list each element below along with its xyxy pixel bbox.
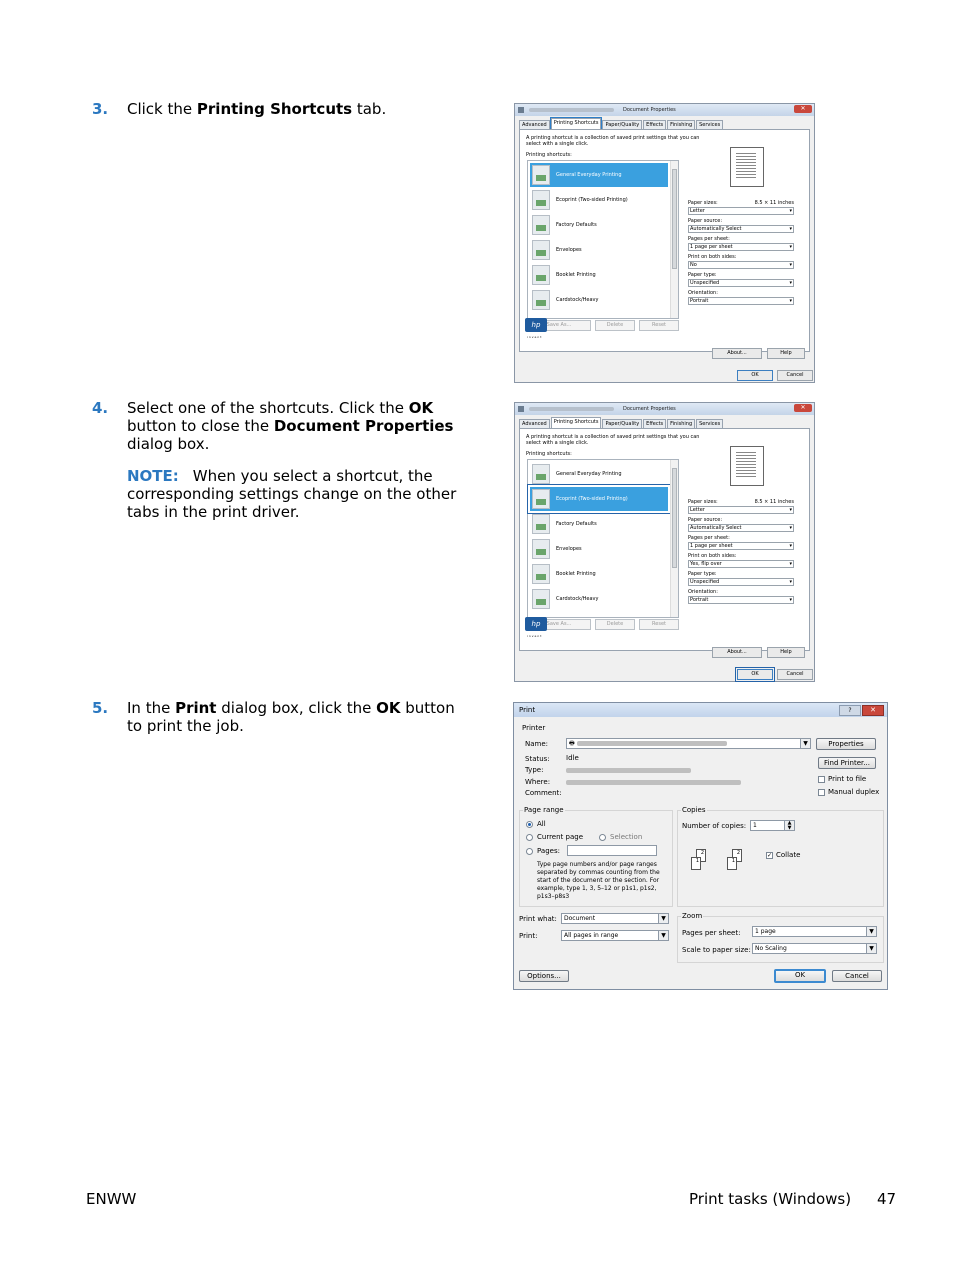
list-item[interactable]: Envelopes: [530, 238, 668, 262]
number-of-copies-input[interactable]: 1 ▲ ▼: [750, 820, 795, 831]
pages-per-sheet-select[interactable]: 1 page per sheet ▾: [688, 243, 794, 251]
page-preview: [730, 147, 764, 187]
setting-paper-size: Paper sizes: 8.5 × 11 inches Letter ▾: [688, 200, 794, 215]
type-label: Type:: [525, 766, 544, 774]
shortcuts-label: Printing shortcuts:: [526, 451, 572, 457]
list-item[interactable]: Factory Defaults: [530, 512, 668, 536]
redacted-printer-name: [577, 741, 727, 746]
reset-button[interactable]: Reset: [639, 619, 679, 630]
shortcut-description: A printing shortcut is a collection of saved print settings that you can select with a single click.: [526, 434, 700, 446]
title-bar: [515, 104, 814, 116]
collate-label: Collate: [776, 851, 801, 859]
orientation-select[interactable]: Portrait ▾: [688, 596, 794, 604]
cancel-button[interactable]: Cancel: [832, 970, 882, 982]
list-item[interactable]: Cardstock/Heavy: [530, 587, 668, 611]
tab-effects[interactable]: Effects: [643, 419, 666, 428]
document-properties-dialog: [514, 402, 815, 682]
shortcut-description: A printing shortcut is a collection of saved print settings that you can select with a single click.: [526, 135, 700, 147]
shortcut-buttons: [527, 320, 683, 331]
tab-advanced[interactable]: Advanced: [519, 120, 550, 129]
booklet-icon: [532, 564, 550, 584]
status-value: Idle: [566, 754, 579, 762]
document-properties-dialog: [514, 103, 815, 383]
scale-select[interactable]: No Scaling ▼: [752, 943, 877, 954]
shortcut-icon: [532, 589, 550, 609]
save-as-button[interactable]: Save As...: [527, 320, 591, 331]
both-sides-select[interactable]: Yes, flip over ▾: [688, 560, 794, 568]
step-text: Select one of the shortcuts. Click the OK button to close the Document Properties dialog box.: [127, 399, 454, 453]
step-5: [92, 699, 462, 735]
step-4: [92, 399, 462, 521]
page-preview-duplex: [730, 446, 764, 486]
setting-both-sides: Print on both sides: Yes, flip over ▾: [688, 553, 794, 568]
pages-help-text: Type page numbers and/or page ranges separated by commas counting from the start of the document or the section. For example, type 1, 3, 5–12 or p1s1, p1s2, p1s3–p8s3: [537, 861, 660, 900]
shortcut-icon: [532, 190, 550, 210]
tab-strip: [519, 419, 724, 428]
close-icon[interactable]: ✕: [794, 105, 812, 113]
hp-tagline: invent: [527, 634, 543, 638]
pages-input[interactable]: [567, 845, 657, 856]
step-number: 4.: [92, 399, 109, 417]
step-number: 5.: [92, 699, 109, 717]
tab-paper-quality[interactable]: Paper/Quality: [602, 120, 642, 129]
setting-orientation: Orientation: Portrait ▾: [688, 589, 794, 604]
tab-finishing[interactable]: Finishing: [667, 419, 695, 428]
step-number: 3.: [92, 100, 109, 118]
envelope-icon: [532, 539, 550, 559]
save-as-button[interactable]: Save As...: [527, 619, 591, 630]
paper-size-select[interactable]: Letter ▾: [688, 506, 794, 514]
list-item[interactable]: Ecoprint (Two-sided Printing): [530, 188, 668, 212]
tab-services[interactable]: Services: [696, 120, 723, 129]
delete-button[interactable]: Delete: [595, 320, 635, 331]
list-scrollbar[interactable]: [670, 161, 678, 318]
printer-group-label: Printer: [522, 724, 546, 732]
title-bar: [514, 703, 887, 717]
pages-per-sheet-label: Pages per sheet:: [682, 929, 741, 937]
paper-source-select[interactable]: Automatically Select ▾: [688, 524, 794, 532]
step-text: In the Print dialog box, click the OK button to print the job.: [127, 699, 455, 735]
number-of-copies-label: Number of copies:: [682, 822, 747, 830]
dialog-title: Document Properties: [623, 107, 676, 113]
scale-label: Scale to paper size:: [682, 946, 751, 954]
settings-summary: [688, 200, 794, 308]
dialog-title: Document Properties: [623, 406, 676, 412]
page-range-label: Page range: [524, 806, 564, 814]
manual-duplex-checkbox[interactable]: [818, 789, 825, 796]
collate-page-icon: 2: [732, 849, 742, 862]
setting-both-sides: Print on both sides: No ▾: [688, 254, 794, 269]
setting-paper-size: Paper sizes: 8.5 × 11 inches Letter ▾: [688, 499, 794, 514]
setting-pages-per-sheet: Pages per sheet: 1 page per sheet ▾: [688, 535, 794, 550]
printer-name-select[interactable]: [566, 738, 811, 749]
scroll-thumb[interactable]: [672, 468, 677, 568]
footer-section: Print tasks (Windows): [689, 1190, 852, 1208]
shortcuts-label: Printing shortcuts:: [526, 152, 572, 158]
note-text: When you select a shortcut, the corresponding settings change on the other tabs in the print driver.: [127, 467, 457, 521]
shortcut-icon: [532, 215, 550, 235]
printer-icon: [518, 406, 524, 412]
copies-label: Copies: [682, 806, 706, 814]
hp-tagline: invent: [527, 335, 543, 339]
redacted-where: [566, 778, 741, 787]
zoom-group: [677, 916, 884, 963]
close-icon[interactable]: ✕: [862, 705, 884, 716]
print-select[interactable]: All pages in range ▼: [561, 930, 669, 941]
tab-services[interactable]: Services: [696, 419, 723, 428]
tab-strip: [519, 120, 724, 129]
close-icon[interactable]: ✕: [794, 404, 812, 412]
cancel-button[interactable]: Cancel: [777, 669, 813, 680]
both-sides-select[interactable]: No ▾: [688, 261, 794, 269]
tab-effects[interactable]: Effects: [643, 120, 666, 129]
tab-printing-shortcuts[interactable]: Printing Shortcuts: [551, 417, 602, 429]
list-item[interactable]: Ecoprint (Two-sided Printing): [530, 487, 668, 511]
list-item[interactable]: Booklet Printing: [530, 562, 668, 586]
scroll-thumb[interactable]: [672, 169, 677, 269]
list-item[interactable]: Factory Defaults: [530, 213, 668, 237]
chevron-down-icon: ▼: [800, 738, 811, 749]
find-printer-button[interactable]: Find Printer...: [818, 757, 876, 769]
list-item[interactable]: Booklet Printing: [530, 263, 668, 287]
setting-paper-type: Paper type: Unspecified ▾: [688, 272, 794, 287]
printer-icon: 🖶: [569, 740, 575, 747]
shortcuts-panel: [519, 129, 810, 352]
printer-icon: [518, 107, 524, 113]
pages-label: Pages:: [537, 847, 560, 855]
shortcut-icon: [532, 489, 550, 509]
chevron-down-icon: ▼: [658, 930, 669, 941]
collate-page-icon: 2: [696, 849, 706, 862]
collate-page-icon: 1: [727, 857, 737, 870]
step-text: Click the Printing Shortcuts tab.: [127, 100, 387, 118]
all-label: All: [537, 820, 546, 828]
options-button[interactable]: Options...: [519, 970, 569, 982]
list-scrollbar[interactable]: [670, 460, 678, 617]
hp-logo: hp: [525, 617, 547, 631]
list-item[interactable]: General Everyday Printing: [530, 163, 668, 187]
selection-radio[interactable]: [599, 834, 606, 841]
paper-size-select[interactable]: Letter ▾: [688, 207, 794, 215]
help-button[interactable]: Help: [767, 647, 805, 658]
print-what-select[interactable]: Document ▼: [561, 913, 669, 924]
print-to-file-label: Print to file: [828, 775, 867, 783]
selection-label: Selection: [610, 833, 643, 841]
shortcut-icon: [532, 165, 550, 185]
setting-paper-source: Paper source: Automatically Select ▾: [688, 218, 794, 233]
chevron-down-icon: ▼: [866, 926, 877, 937]
tab-printing-shortcuts[interactable]: Printing Shortcuts: [551, 118, 602, 130]
note-label: NOTE:: [127, 467, 179, 485]
footer-left: ENWW: [86, 1190, 137, 1208]
all-radio[interactable]: [526, 821, 533, 828]
shortcut-list[interactable]: [527, 160, 679, 319]
settings-summary: [688, 499, 794, 607]
chevron-down-icon: ▼: [658, 913, 669, 924]
redacted-printer-name: [529, 407, 614, 411]
current-page-label: Current page: [537, 833, 583, 841]
envelope-icon: [532, 240, 550, 260]
paper-source-select[interactable]: Automatically Select ▾: [688, 225, 794, 233]
pages-radio[interactable]: [526, 848, 533, 855]
list-item[interactable]: Cardstock/Heavy: [530, 288, 668, 312]
help-icon[interactable]: ?: [839, 705, 861, 716]
tab-advanced[interactable]: Advanced: [519, 419, 550, 428]
tab-finishing[interactable]: Finishing: [667, 120, 695, 129]
shortcuts-panel: [519, 428, 810, 651]
paper-type-select[interactable]: Unspecified ▾: [688, 578, 794, 586]
spinner-icon[interactable]: ▲ ▼: [784, 820, 795, 831]
properties-button[interactable]: Properties: [816, 738, 876, 750]
manual-duplex-label: Manual duplex: [828, 788, 880, 796]
print-dialog: [513, 702, 888, 990]
booklet-icon: [532, 265, 550, 285]
collate-checkbox[interactable]: ✓: [767, 852, 773, 859]
shortcut-icon: [532, 514, 550, 534]
redacted-printer-name: [529, 108, 614, 112]
shortcut-list[interactable]: [527, 459, 679, 618]
shortcut-icon: [532, 464, 550, 484]
hp-logo: hp: [525, 318, 547, 332]
shortcut-icon: [532, 290, 550, 310]
print-what-label: Print what:: [519, 915, 557, 923]
name-label: Name:: [525, 740, 549, 748]
about-button[interactable]: About...: [712, 647, 762, 658]
ok-button[interactable]: OK: [737, 669, 773, 680]
ok-button[interactable]: OK: [737, 370, 773, 381]
list-item[interactable]: General Everyday Printing: [530, 462, 668, 486]
pages-per-sheet-select[interactable]: 1 page ▼: [752, 926, 877, 937]
note: [127, 467, 462, 521]
setting-orientation: Orientation: Portrait ▾: [688, 290, 794, 305]
title-bar: [515, 403, 814, 415]
status-label: Status:: [525, 755, 550, 763]
help-button[interactable]: Help: [767, 348, 805, 359]
paper-type-select[interactable]: Unspecified ▾: [688, 279, 794, 287]
about-button[interactable]: About...: [712, 348, 762, 359]
current-page-radio[interactable]: [526, 834, 533, 841]
pages-per-sheet-select[interactable]: 1 page per sheet ▾: [688, 542, 794, 550]
zoom-label: Zoom: [682, 912, 703, 920]
step-3: [92, 100, 462, 118]
cancel-button[interactable]: Cancel: [777, 370, 813, 381]
reset-button[interactable]: Reset: [639, 320, 679, 331]
setting-paper-type: Paper type: Unspecified ▾: [688, 571, 794, 586]
dialog-title: Print: [519, 706, 536, 714]
print-to-file-checkbox[interactable]: [818, 776, 825, 783]
where-label: Where:: [525, 778, 551, 786]
list-item[interactable]: Envelopes: [530, 537, 668, 561]
setting-pages-per-sheet: Pages per sheet: 1 page per sheet ▾: [688, 236, 794, 251]
delete-button[interactable]: Delete: [595, 619, 635, 630]
redacted-type: [566, 766, 691, 775]
collate-page-icon: 1: [691, 857, 701, 870]
tab-paper-quality[interactable]: Paper/Quality: [602, 419, 642, 428]
shortcut-buttons: [527, 619, 683, 630]
page-number: 47: [877, 1190, 897, 1208]
comment-label: Comment:: [525, 789, 562, 797]
chevron-down-icon: ▼: [866, 943, 877, 954]
print-label: Print:: [519, 932, 538, 940]
setting-paper-source: Paper source: Automatically Select ▾: [688, 517, 794, 532]
ok-button[interactable]: OK: [774, 969, 826, 983]
orientation-select[interactable]: Portrait ▾: [688, 297, 794, 305]
